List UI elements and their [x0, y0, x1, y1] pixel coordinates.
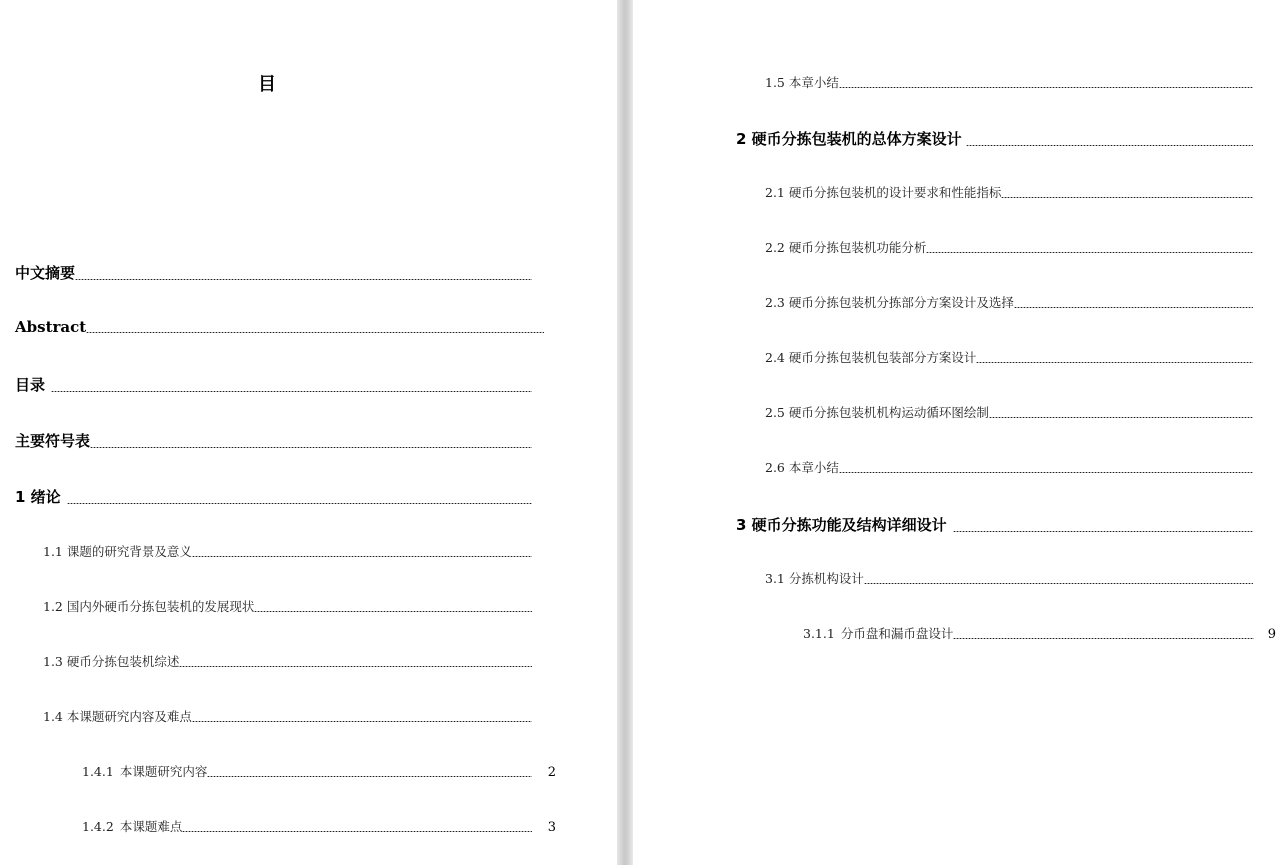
- toc-entry[interactable]: [803, 624, 1276, 642]
- toc-entry-label: 2.2 硬币分拣包装机功能分析: [765, 240, 927, 255]
- dot-leader: [75, 279, 532, 280]
- dot-leader: [953, 531, 1253, 532]
- toc-entry-label: 1 绪论: [15, 488, 61, 506]
- toc-entry-label: 中文摘要: [15, 264, 76, 282]
- dot-leader: [86, 332, 544, 333]
- toc-entry[interactable]: [43, 707, 532, 725]
- toc-entry-label: 1.4 本课题研究内容及难点: [43, 709, 192, 724]
- toc-entry[interactable]: [43, 542, 532, 560]
- toc-entry-label: 目录: [15, 376, 46, 394]
- toc-entry[interactable]: [43, 597, 532, 615]
- toc-entry[interactable]: [15, 430, 532, 451]
- toc-entry-label: 2.3 硬币分拣包装机分拣部分方案设计及选择: [765, 295, 1014, 310]
- toc-entry-label: 2.1 硬币分拣包装机的设计要求和性能指标: [765, 185, 1002, 200]
- dot-leader: [839, 87, 1253, 88]
- toc-entry[interactable]: [765, 403, 1253, 421]
- dot-leader: [976, 362, 1253, 363]
- dot-leader: [51, 391, 532, 392]
- toc-entry[interactable]: [765, 348, 1253, 366]
- toc-entry[interactable]: [765, 293, 1253, 311]
- dot-leader: [926, 252, 1253, 253]
- toc-entry-label: 1.2 国内外硬币分拣包装机的发展现状: [43, 599, 255, 614]
- dot-leader: [839, 472, 1253, 473]
- toc-entry-label: 1.1 课题的研究背景及意义: [43, 544, 192, 559]
- toc-entry[interactable]: [82, 762, 556, 780]
- toc-entry[interactable]: [15, 318, 544, 336]
- toc-entry[interactable]: [15, 262, 532, 283]
- toc-entry[interactable]: [765, 183, 1253, 201]
- dot-leader: [192, 721, 532, 722]
- dot-leader: [864, 583, 1253, 584]
- toc-page-number: 3: [547, 820, 556, 835]
- dot-leader: [207, 776, 531, 777]
- toc-entry[interactable]: [43, 652, 532, 670]
- toc-entry-label: Abstract: [15, 318, 87, 336]
- dot-leader: [182, 831, 531, 832]
- page-gutter: [617, 0, 633, 865]
- toc-entry[interactable]: [765, 458, 1253, 476]
- toc-entry-label: 2.4 硬币分拣包装机包装部分方案设计: [765, 350, 977, 365]
- toc-page-number: 9: [1267, 627, 1276, 642]
- toc-entry[interactable]: [736, 514, 1253, 535]
- dot-leader: [192, 556, 532, 557]
- toc-entry[interactable]: [765, 73, 1253, 91]
- toc-entry-number: 3.1.1: [803, 626, 835, 641]
- toc-entry-label: 3 硬币分拣功能及结构详细设计: [736, 516, 947, 534]
- toc-entry[interactable]: [765, 569, 1253, 587]
- dot-leader: [953, 638, 1253, 639]
- dot-leader: [179, 666, 532, 667]
- toc-entry-label: 主要符号表: [15, 432, 91, 450]
- toc-page-number: 2: [547, 765, 556, 780]
- dot-leader: [966, 145, 1253, 146]
- toc-entry[interactable]: [82, 817, 556, 835]
- toc-entry-label: 2.6 本章小结: [765, 460, 839, 475]
- dot-leader: [989, 417, 1253, 418]
- toc-entry-label: 分币盘和漏币盘设计: [840, 626, 954, 641]
- toc-entry[interactable]: [15, 486, 532, 507]
- toc-entry-label: 3.1 分拣机构设计: [765, 571, 864, 586]
- toc-title: 目: [258, 74, 276, 95]
- toc-entry-label: 2 硬币分拣包装机的总体方案设计: [736, 130, 962, 148]
- toc-entry-label: 1.5 本章小结: [765, 75, 839, 90]
- toc-entry[interactable]: [15, 374, 532, 395]
- dot-leader: [1001, 197, 1253, 198]
- toc-entry-number: 1.4.2: [82, 819, 114, 834]
- toc-entry-label: 本课题研究内容: [119, 764, 208, 779]
- toc-page-left: [0, 0, 617, 865]
- toc-entry[interactable]: [736, 128, 1253, 149]
- toc-entry-label: 2.5 硬币分拣包装机机构运动循环图绘制: [765, 405, 989, 420]
- toc-entry-number: 1.4.1: [82, 764, 114, 779]
- dot-leader: [1014, 307, 1253, 308]
- toc-page-right: [633, 0, 1277, 865]
- toc-entry-label: 1.3 硬币分拣包装机综述: [43, 654, 180, 669]
- toc-entry-label: 本课题难点: [119, 819, 183, 834]
- toc-entry[interactable]: [765, 238, 1253, 256]
- dot-leader: [90, 447, 532, 448]
- dot-leader: [67, 503, 532, 504]
- dot-leader: [254, 611, 532, 612]
